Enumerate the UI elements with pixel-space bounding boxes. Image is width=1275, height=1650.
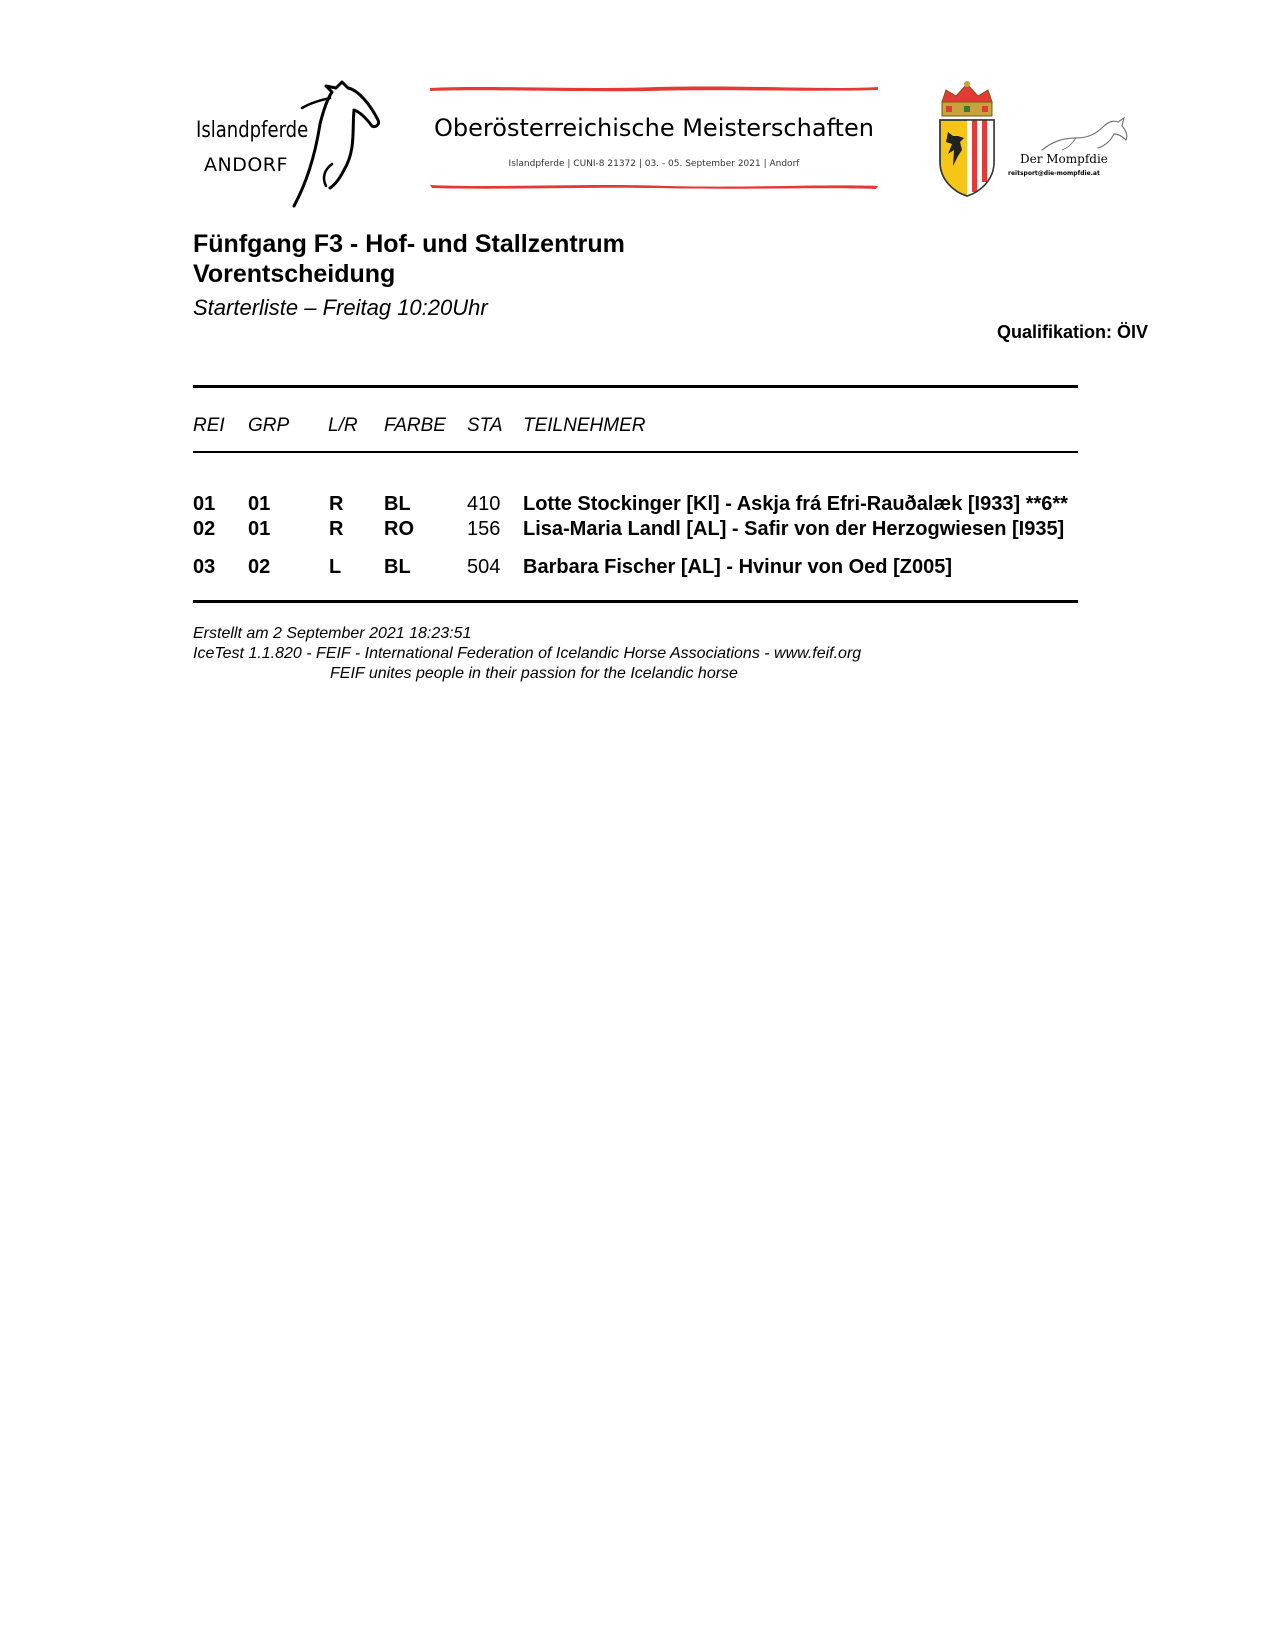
column-header-lr: L/R <box>328 415 358 436</box>
cell-farbe: BL <box>384 556 411 578</box>
column-header-teilnehmer: TEILNEHMER <box>523 415 646 436</box>
brush-stroke-bottom <box>428 182 880 190</box>
cell-rei: 01 <box>193 493 216 515</box>
column-header-farbe: FARBE <box>384 415 446 436</box>
brush-stroke-top <box>428 84 880 92</box>
cell-grp: 01 <box>248 518 271 540</box>
cell-rei: 03 <box>193 556 216 578</box>
cell-teilnehmer: Barbara Fischer [AL] - Hvinur von Oed [Z005] <box>523 556 952 578</box>
banner-title: Oberösterreichische Meisterschaften <box>434 114 874 142</box>
islandpferde-andorf-logo <box>196 80 386 208</box>
cell-teilnehmer: Lisa-Maria Landl [AL] - Safir von der Herzogwiesen [I935] <box>523 518 1065 540</box>
cell-sta: 410 <box>467 493 501 515</box>
logo-left-line2: ANDORF <box>204 154 288 176</box>
cell-grp: 01 <box>248 493 271 515</box>
cell-farbe: BL <box>384 493 411 515</box>
event-banner <box>428 84 880 196</box>
der-mompfdie-logo <box>1008 116 1132 180</box>
cell-sta: 504 <box>467 556 501 578</box>
cell-lr: R <box>329 493 344 515</box>
cell-grp: 02 <box>248 556 271 578</box>
qualification-label: Qualifikation: ÖIV <box>996 322 1148 342</box>
table-bottom-rule <box>193 600 1078 603</box>
feif-tagline: FEIF unites people in their passion for the Icelandic horse <box>330 665 738 682</box>
cell-lr: R <box>329 518 344 540</box>
horse-silhouette-icon <box>1038 116 1132 152</box>
logo-right-name: Der Mompfdie <box>1020 152 1108 166</box>
table-header-rule <box>193 451 1078 453</box>
created-timestamp: Erstellt am 2 September 2021 18:23:51 <box>193 625 472 642</box>
logo-left-line1: Islandpferde <box>196 118 309 143</box>
banner-subtitle: Islandpferde | CUNI-8 21372 | 03. - 05. September 2021 | Andorf <box>508 159 800 169</box>
cell-sta: 156 <box>467 518 501 540</box>
page-title-line2: Vorentscheidung <box>193 260 396 288</box>
cell-lr: L <box>329 556 342 578</box>
coat-of-arms-icon <box>936 80 998 198</box>
page-title: Fünfgang F3 - Hof- und Stallzentrum <box>193 230 625 258</box>
column-header-rei: REI <box>193 415 225 436</box>
horse-head-icon <box>286 80 386 208</box>
page-subtitle: Starterliste – Freitag 10:20Uhr <box>193 295 488 320</box>
column-header-grp: GRP <box>248 415 290 436</box>
cell-farbe: RO <box>384 518 414 540</box>
table-top-rule <box>193 385 1078 388</box>
software-credit: IceTest 1.1.820 - FEIF - International Federation of Icelandic Horse Associations - www.feif.org <box>193 645 862 662</box>
logo-right-subline: reitsport@die-mompfdie.at <box>1008 170 1100 177</box>
column-header-sta: STA <box>467 415 503 436</box>
cell-teilnehmer: Lotte Stockinger [Kl] - Askja frá Efri-Rauðalæk [I933] **6** <box>523 493 1068 515</box>
cell-rei: 02 <box>193 518 216 540</box>
